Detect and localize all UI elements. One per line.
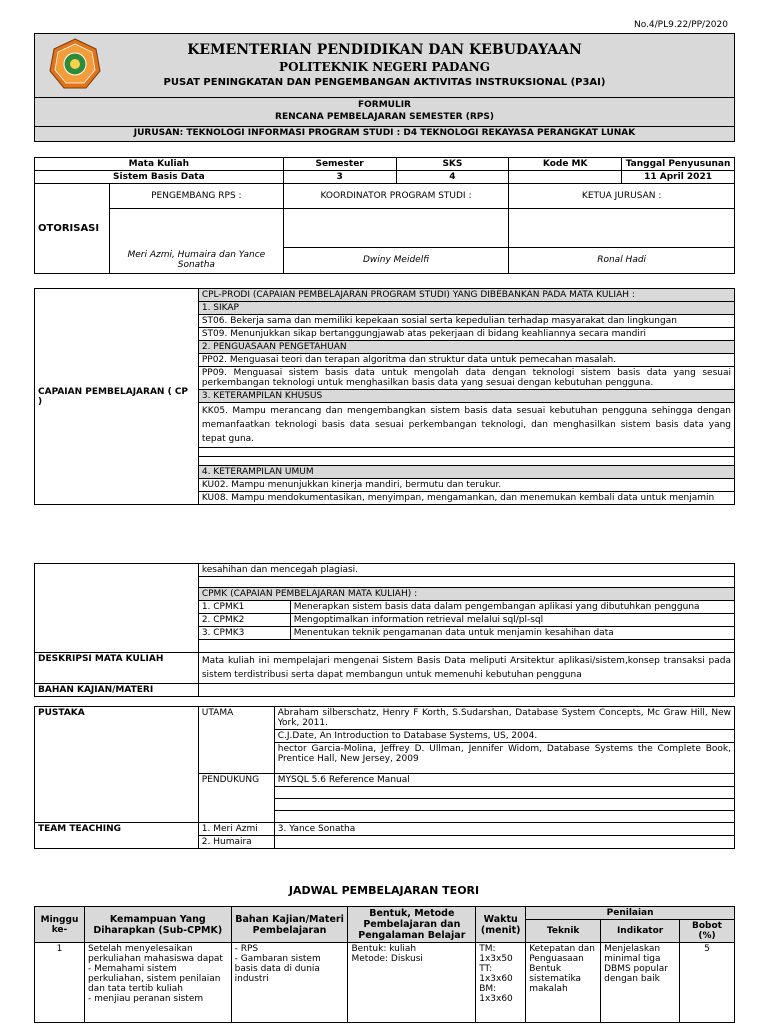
row1-waktu: TM: 1x3x50 TT: 1x3x60 BM: 1x3x60 [476,943,526,1023]
pustaka-utama-1: Abraham silberschatz, Henry F Korth, S.Sudarshan, Database System Concepts, Mc Graw Hill, New York, 2011. [274,707,734,730]
pengembang-names: Meri Azmi, Humaira dan Yance Sonatha [109,247,283,274]
cpl-ku08: KU08. Mampu mendokumentasikan, menyimpan, mengamankan, dan menemukan kembali data untuk menjamin [198,492,734,505]
ketua-label: KETUA JURUSAN : [509,184,735,209]
koordinator-label: KOORDINATOR PROGRAM STUDI : [283,184,509,209]
team-label: TEAM TEACHING [35,823,199,849]
semester-header: Semester [283,158,396,171]
row1-bahan: - RPS - Gambaran sistem basis data di dunia industri [231,943,348,1023]
document-number: No.4/PL9.22/PP/2020 [633,20,728,30]
cpmk1-text: Menerapkan sistem basis data dalam pengembangan aplikasi yang dibutuhkan pengguna [290,601,734,614]
pustaka-label: PUSTAKA [35,707,199,823]
kemampuan-header: Kemampuan Yang Diharapkan (Sub-CPMK) [84,907,231,943]
team-member-1: 1. Meri Azmi [198,823,274,836]
row1-bobot: 5 [680,943,735,1023]
pustaka-utama-2: C.J.Date, An Introduction to Database Systems, US, 2004. [274,730,734,743]
koordinator-name: Dwiny Meidelfi [283,247,509,274]
row1-indikator: Menjelaskan minimal tiga DBMS popular dengan baik [601,943,680,1023]
code-value [509,171,622,184]
bobot-header: Bobot (%) [680,920,735,943]
sikap-heading: 1. SIKAP [198,302,734,315]
date-value: 11 April 2021 [622,171,735,184]
cpmk-header: CPMK (CAPAIAN PEMBELAJARAN MATA KULIAH) : [198,588,734,601]
course-name: Sistem Basis Data [35,171,284,184]
cpl-pp09: PP09. Menguasai sistem basis data untuk mengolah data dengan teknologi sistem basis data yang sesuai perkembangan teknologi untuk menghasilkan basis data yang sesuai dengan kebutuhan pengguna. [198,367,734,390]
cpl-st09: ST09. Menunjukkan sikap bertanggungjawab atas pekerjaan di bidang keahliannya secara mandiri [198,328,734,341]
teknik-header: Teknik [526,920,601,943]
deskripsi-label: DESKRIPSI MATA KULIAH [35,653,199,684]
blank-row-1 [198,448,734,457]
course-info-table [34,157,735,274]
khusus-heading: 3. KETERAMPILAN KHUSUS [198,390,734,403]
team-member-3: 3. Yance Sonatha [274,823,734,836]
umum-heading: 4. KETERAMPILAN UMUM [198,466,734,479]
utama-label: UTAMA [198,707,274,774]
otorisasi-label: OTORISASI [35,184,110,274]
cpmk3-code: 3. CPMK3 [198,627,290,640]
cpmk3-text: Menentukan teknik pengamanan data untuk menjamin kesahihan data [290,627,734,640]
code-header: Kode MK [509,158,622,171]
signature-space-2 [283,209,509,248]
row1-bentuk: Bentuk: kuliah Metode: Diskusi [348,943,476,1023]
cpl-header: CPL-PRODI (CAPAIAN PEMBELAJARAN PROGRAM STUDI) YANG DIBEBANKAN PADA MATA KULIAH : [198,289,734,302]
semester-value: 3 [283,171,396,184]
pustaka-utama-3: hector Garcia-Molina, Jeffrey D. Ullman, Jennifer Widom, Database Systems the Complete Book, Prentice Hall, New Jersey, 2009 [274,743,734,774]
pendukung-blank-2 [274,799,734,811]
waktu-header: Waktu (menit) [476,907,526,943]
pustaka-table [34,706,735,849]
penguasaan-heading: 2. PENGUASAAN PENGETAHUAN [198,341,734,354]
bahan-value [198,684,734,697]
bentuk-header: Bentuk, Metode Pembelajaran dan Pengalaman Belajar [348,907,476,943]
course-header: Mata Kuliah [35,158,284,171]
team-member-2: 2. Humaira [198,836,274,849]
signature-space-3 [509,209,735,248]
cpmk1-code: 1. CPMK1 [198,601,290,614]
signature-space-1 [109,209,283,248]
bahan-label: BAHAN KAJIAN/MATERI [35,684,199,697]
team-blank [274,836,734,849]
cpl-ku02: KU02. Mampu menunjukkan kinerja mandiri, bermutu dan terukur. [198,479,734,492]
sks-value: 4 [396,171,509,184]
polytechnic-title: POLITEKNIK NEGERI PADANG [279,60,490,74]
blank-row-3 [198,577,734,588]
row1-kemampuan: Setelah menyelesaikan perkuliahan mahasiswa dapat - Memahami sistem perkuliahan, sistem penilaian dan tata tertib kuliah - menjiau peranan sistem [84,943,231,1023]
pendukung-blank-3 [274,811,734,823]
cpl-kk05: KK05. Mampu merancang dan mengembangkan sistem basis data sesuai kebutuhan pengguna sehingga dengan memanfaatkan teknologi basis data sesuai perkembangan teknologi, dan menghasilkan sistem basis data yang tepat guna. [198,403,734,448]
cpl-pp02: PP02. Menguasai teori dan terapan algoritma dan struktur data untuk pemecahan masalah. [198,354,734,367]
date-header: Tanggal Penyusunan [622,158,735,171]
cp-label: CAPAIAN PEMBELAJARAN ( CP ) [35,289,199,505]
pengembang-label: PENGEMBANG RPS : [109,184,283,209]
bahan-header: Bahan Kajian/Materi Pembelajaran [231,907,348,943]
jadwal-title: JADWAL PEMBELAJARAN TEORI [288,884,480,897]
header-title-cell [35,34,735,98]
department-title: JURUSAN: TEKNOLOGI INFORMASI PROGRAM STUDI : D4 TEKNOLOGI REKAYASA PERANGKAT LUNAK [133,128,636,138]
deskripsi-text: Mata kuliah ini mempelajari mengenai Sistem Basis Data meliputi Arsitektur aplikasi/sistem,konsep transaksi pada sistem terdistribusi serta dapat membangun untuk memenuhi kebutuhan pengguna [198,653,734,684]
cpmk-table [34,563,735,697]
form-title-cell [35,98,735,127]
cpl-ku08-cont: kesahihan dan mencegah plagiasi. [198,564,734,577]
penilaian-header: Penilaian [526,907,735,920]
pendukung-label: PENDUKUNG [198,774,274,823]
blank-row-4 [198,640,734,653]
form-label: FORMULIR [357,100,411,110]
cpmk2-text: Mengoptimalkan information retrieval melalui sql/pl-sql [290,614,734,627]
indikator-header: Indikator [601,920,680,943]
cpmk2-code: 2. CPMK2 [198,614,290,627]
center-title: PUSAT PENINGKATAN DAN PENGEMBANGAN AKTIVITAS INSTRUKSIONAL (P3AI) [163,77,606,88]
sks-header: SKS [396,158,509,171]
ministry-title: KEMENTERIAN PENDIDIKAN DAN KEBUDAYAAN [187,42,582,58]
cp-continuation-label [35,564,199,653]
minggu-header: Minggu ke- [35,907,85,943]
department-cell [35,127,735,142]
row1-teknik: Ketepatan dan Penguasaan Bentuk sistematika makalah [526,943,601,1023]
form-title: RENCANA PEMBELAJARAN SEMESTER (RPS) [275,112,494,122]
blank-row-2 [198,457,734,466]
row1-minggu: 1 [35,943,85,1023]
pustaka-pendukung-1: MYSQL 5.6 Reference Manual [274,774,734,787]
ketua-name: Ronal Hadi [509,247,735,274]
cpl-st06: ST06. Bekerja sama dan memiliki kepekaan sosial serta kepedulian terhadap masyarakat dan lingkungan [198,315,734,328]
jadwal-table [34,906,735,1023]
pendukung-blank-1 [274,787,734,799]
cp-table [34,288,735,505]
header-table [34,33,735,142]
polytechnic-logo-icon [48,37,102,91]
